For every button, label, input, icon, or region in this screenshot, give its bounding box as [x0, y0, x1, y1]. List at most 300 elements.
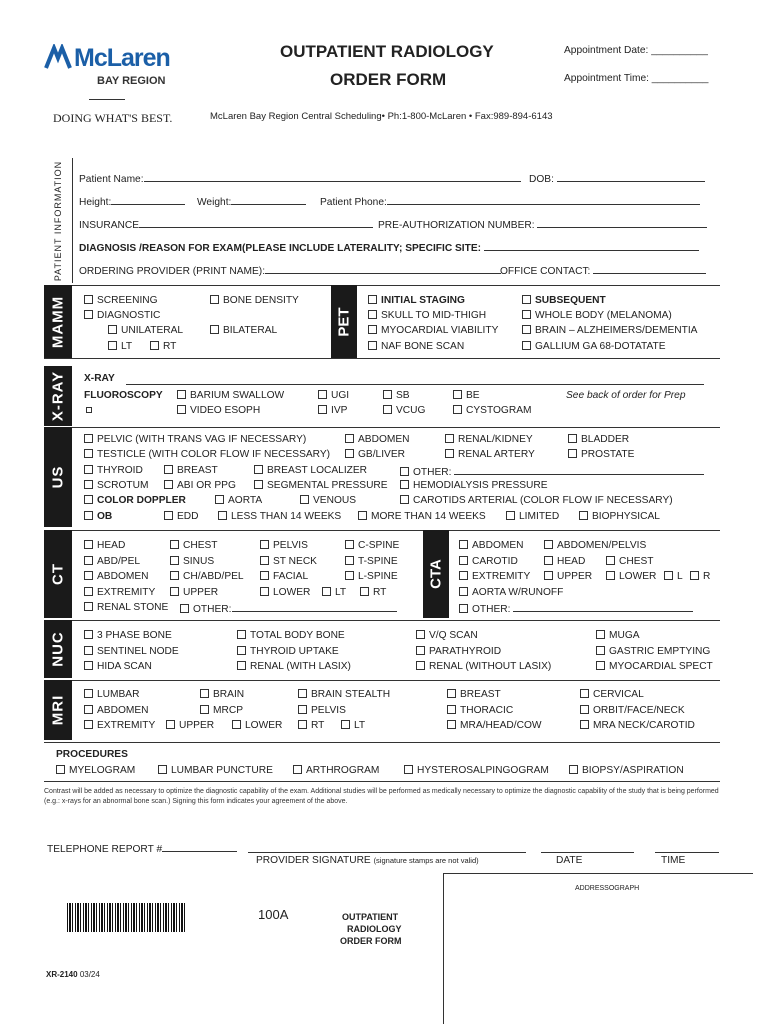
- checkbox[interactable]: [544, 540, 553, 549]
- mri-lt[interactable]: LT: [341, 720, 365, 731]
- checkbox[interactable]: [84, 720, 93, 729]
- checkbox[interactable]: [298, 689, 307, 698]
- procedures-label: PROCEDURES: [56, 749, 128, 760]
- patient-name-label: Patient Name:: [79, 174, 144, 185]
- fluoro-checkbox[interactable]: [86, 407, 92, 413]
- form-number: XR-2140 03/24: [46, 970, 100, 979]
- checkbox[interactable]: [345, 571, 354, 580]
- checkbox[interactable]: [84, 310, 93, 319]
- checkbox[interactable]: [360, 587, 369, 596]
- mri-mrcp[interactable]: MRCP: [200, 705, 243, 716]
- checkbox[interactable]: [368, 295, 377, 304]
- patient-sidebar-rule: [72, 158, 73, 283]
- logo-divider: [89, 99, 125, 100]
- logo-mark-icon: [44, 44, 74, 70]
- checkbox[interactable]: [210, 325, 219, 334]
- pet-myocardial[interactable]: MYOCARDIAL VIABILITY: [368, 325, 498, 336]
- us-abi[interactable]: ABI OR PPG: [164, 480, 236, 491]
- us-prostate[interactable]: PROSTATE: [568, 449, 634, 460]
- xray-vcug[interactable]: VCUG: [383, 405, 425, 416]
- us-sidebar: US: [44, 427, 72, 527]
- proc-hystero[interactable]: HYSTEROSALPINGOGRAM: [404, 765, 549, 776]
- addressograph-box: [443, 873, 753, 1024]
- checkbox[interactable]: [453, 390, 462, 399]
- checkbox[interactable]: [568, 434, 577, 443]
- checkbox[interactable]: [254, 480, 263, 489]
- checkbox[interactable]: [84, 540, 93, 549]
- mamm-unilateral[interactable]: UNILATERAL: [108, 325, 183, 336]
- checkbox[interactable]: [237, 661, 246, 670]
- ct-lt[interactable]: LT: [322, 587, 346, 598]
- checkbox[interactable]: [580, 705, 589, 714]
- xray-video[interactable]: VIDEO ESOPH: [177, 405, 260, 416]
- checkbox[interactable]: [84, 480, 93, 489]
- provider-row: [79, 264, 501, 277]
- height-field[interactable]: [111, 195, 185, 205]
- us-breast-localizer[interactable]: BREAST LOCALIZER: [254, 465, 367, 476]
- signature-note: (signature stamps are not valid): [373, 856, 479, 865]
- checkbox[interactable]: [368, 310, 377, 319]
- us-abdomen[interactable]: ABDOMEN: [345, 434, 410, 445]
- mamm-diagnostic[interactable]: DIAGNOSTIC: [84, 310, 160, 321]
- pet-subsequent[interactable]: SUBSEQUENT: [522, 295, 606, 306]
- us-gb-liver[interactable]: GB/LIVER: [345, 449, 405, 460]
- telephone-row: [47, 842, 237, 855]
- checkbox[interactable]: [84, 511, 93, 520]
- pet-naf[interactable]: NAF BONE SCAN: [368, 341, 464, 352]
- insurance-label: INSURANCE: [79, 220, 140, 231]
- checkbox[interactable]: [164, 465, 173, 474]
- us-renal-kidney[interactable]: RENAL/KIDNEY: [445, 434, 533, 445]
- dob-row: [529, 172, 705, 185]
- mri-stealth[interactable]: BRAIN STEALTH: [298, 689, 390, 700]
- us-testicle[interactable]: TESTICLE (WITH COLOR FLOW IF NECESSARY): [84, 449, 330, 460]
- us-aorta[interactable]: AORTA: [215, 495, 262, 506]
- checkbox[interactable]: [400, 467, 409, 476]
- proc-lumbar[interactable]: LUMBAR PUNCTURE: [158, 765, 273, 776]
- ct-abdomen[interactable]: ABDOMEN: [84, 571, 149, 582]
- footer-title-2: RADIOLOGY: [347, 924, 402, 934]
- proc-arthrogram[interactable]: ARTHROGRAM: [293, 765, 379, 776]
- divider-mamm: [44, 358, 720, 359]
- checkbox[interactable]: [459, 571, 468, 580]
- addressograph-label: ADDRESSOGRAPH: [575, 885, 640, 892]
- preauth-label: PRE-AUTHORIZATION NUMBER:: [378, 220, 535, 231]
- nuc-total-body[interactable]: TOTAL BODY BONE: [237, 630, 345, 641]
- cta-carotid[interactable]: CAROTID: [459, 556, 518, 567]
- checkbox[interactable]: [215, 495, 224, 504]
- checkbox[interactable]: [166, 720, 175, 729]
- mri-orbit[interactable]: ORBIT/FACE/NECK: [580, 705, 685, 716]
- checkbox[interactable]: [345, 449, 354, 458]
- checkbox[interactable]: [580, 720, 589, 729]
- mri-abdomen[interactable]: ABDOMEN: [84, 705, 149, 716]
- divider-us: [44, 530, 720, 531]
- contrast-note: Contrast will be added as necessary to optimize the diagnostic capability of the exam. Additional studies will be performed as medically necessary to optimize the diagnostic capability of the study that is being performed (e.g.: x-rays for an abnormal bone scan.) Signing this form indicates your agreement of the above.: [44, 788, 719, 805]
- mamm-screening[interactable]: SCREENING: [84, 295, 158, 306]
- us-limited[interactable]: LIMITED: [506, 511, 559, 522]
- insurance-row: [79, 218, 373, 231]
- ct-sinus[interactable]: SINUS: [170, 556, 214, 567]
- mamm-bone-density[interactable]: BONE DENSITY: [210, 295, 299, 306]
- time-line[interactable]: [655, 852, 719, 853]
- checkbox[interactable]: [318, 405, 327, 414]
- cta-l[interactable]: L: [664, 571, 683, 582]
- nuc-muga[interactable]: MUGA: [596, 630, 640, 641]
- mri-upper[interactable]: UPPER: [166, 720, 214, 731]
- xray-be[interactable]: BE: [453, 390, 480, 401]
- provider-field[interactable]: [265, 264, 501, 274]
- ct-upper[interactable]: UPPER: [170, 587, 218, 598]
- checkbox[interactable]: [445, 434, 454, 443]
- cta-other-field[interactable]: [513, 602, 693, 612]
- checkbox[interactable]: [150, 341, 159, 350]
- nuc-renal-lasix[interactable]: RENAL (WITH LASIX): [237, 661, 351, 672]
- mri-lumbar[interactable]: LUMBAR: [84, 689, 139, 700]
- ct-abdpel[interactable]: ABD/PEL: [84, 556, 140, 567]
- patient-info-sidebar: PATIENT INFORMATION: [44, 158, 72, 283]
- checkbox[interactable]: [180, 604, 189, 613]
- checkbox[interactable]: [322, 587, 331, 596]
- checkbox[interactable]: [84, 630, 93, 639]
- ct-rt[interactable]: RT: [360, 587, 386, 598]
- form-title-2: ORDER FORM: [330, 70, 447, 89]
- xray-ivp[interactable]: IVP: [318, 405, 347, 416]
- phone-label: Patient Phone:: [320, 197, 387, 208]
- signature-line[interactable]: [248, 852, 526, 853]
- checkbox[interactable]: [459, 587, 468, 596]
- us-other-field[interactable]: [454, 465, 704, 475]
- patient-name-field[interactable]: [144, 172, 521, 182]
- checkbox[interactable]: [170, 540, 179, 549]
- checkbox[interactable]: [416, 630, 425, 639]
- nuc-parathyroid[interactable]: PARATHYROID: [416, 646, 501, 657]
- checkbox[interactable]: [568, 449, 577, 458]
- appointment-time: Appointment Time: __________: [564, 73, 709, 84]
- checkbox[interactable]: [383, 405, 392, 414]
- office-field[interactable]: [593, 264, 706, 274]
- ct-other-field[interactable]: [232, 602, 397, 612]
- us-less14[interactable]: LESS THAN 14 WEEKS: [218, 511, 341, 522]
- checkbox[interactable]: [210, 295, 219, 304]
- us-color-doppler[interactable]: COLOR DOPPLER: [84, 495, 186, 506]
- checkbox[interactable]: [84, 465, 93, 474]
- mamm-lt[interactable]: LT: [108, 341, 132, 352]
- checkbox[interactable]: [293, 765, 302, 774]
- phone-row: [320, 195, 700, 208]
- checkbox[interactable]: [108, 325, 117, 334]
- barcode: [67, 903, 185, 932]
- xray-ugi[interactable]: UGI: [318, 390, 349, 401]
- checkbox[interactable]: [158, 765, 167, 774]
- mri-rt[interactable]: RT: [298, 720, 324, 731]
- checkbox[interactable]: [383, 390, 392, 399]
- see-back-note: See back of order for Prep: [566, 390, 686, 401]
- checkbox[interactable]: [200, 689, 209, 698]
- checkbox[interactable]: [664, 571, 673, 580]
- cta-upper[interactable]: UPPER: [544, 571, 592, 582]
- mamm-bilateral[interactable]: BILATERAL: [210, 325, 277, 336]
- dob-field[interactable]: [557, 172, 705, 182]
- checkbox[interactable]: [170, 587, 179, 596]
- checkbox[interactable]: [254, 465, 263, 474]
- checkbox[interactable]: [237, 630, 246, 639]
- us-edd[interactable]: EDD: [164, 511, 199, 522]
- checkbox[interactable]: [416, 661, 425, 670]
- checkbox[interactable]: [232, 720, 241, 729]
- xray-field[interactable]: [126, 384, 704, 385]
- cta-abdpel[interactable]: ABDOMEN/PELVIS: [544, 540, 646, 551]
- checkbox[interactable]: [544, 571, 553, 580]
- checkbox[interactable]: [606, 571, 615, 580]
- date-label: DATE: [556, 855, 583, 866]
- height-row: [79, 195, 185, 208]
- checkbox[interactable]: [260, 571, 269, 580]
- checkbox[interactable]: [368, 325, 377, 334]
- cta-head[interactable]: HEAD: [544, 556, 585, 567]
- logo-text: McLaren: [74, 44, 170, 72]
- us-hemodialysis[interactable]: HEMODIALYSIS PRESSURE: [400, 480, 548, 491]
- checkbox[interactable]: [177, 390, 186, 399]
- ct-facial[interactable]: FACIAL: [260, 571, 308, 582]
- checkbox[interactable]: [368, 341, 377, 350]
- ct-extremity[interactable]: EXTREMITY: [84, 587, 155, 598]
- checkbox[interactable]: [453, 405, 462, 414]
- mri-breast[interactable]: BREAST: [447, 689, 501, 700]
- nuc-gastric[interactable]: GASTRIC EMPTYING: [596, 646, 710, 657]
- checkbox[interactable]: [318, 390, 327, 399]
- xray-sidebar: X-RAY: [44, 366, 72, 426]
- mri-brain[interactable]: BRAIN: [200, 689, 244, 700]
- checkbox[interactable]: [459, 540, 468, 549]
- checkbox[interactable]: [522, 295, 531, 304]
- us-ob[interactable]: OB: [84, 511, 112, 522]
- nuc-sentinel[interactable]: SENTINEL NODE: [84, 646, 179, 657]
- nuc-sidebar: NUC: [44, 620, 72, 678]
- checkbox[interactable]: [260, 587, 269, 596]
- pet-gallium[interactable]: GALLIUM GA 68-DOTATATE: [522, 341, 666, 352]
- fluoroscopy-label: FLUOROSCOPY: [84, 390, 163, 401]
- xray-cystogram[interactable]: CYSTOGRAM: [453, 405, 531, 416]
- nuc-renal-no-lasix[interactable]: RENAL (WITHOUT LASIX): [416, 661, 551, 672]
- us-pelvic[interactable]: PELVIC (WITH TRANS VAG IF NECESSARY): [84, 434, 306, 445]
- checkbox[interactable]: [237, 646, 246, 655]
- dob-label: DOB:: [529, 174, 554, 185]
- ct-stneck[interactable]: ST NECK: [260, 556, 317, 567]
- divider-patient: [44, 285, 720, 286]
- checkbox[interactable]: [690, 571, 699, 580]
- pet-whole-body[interactable]: WHOLE BODY (MELANOMA): [522, 310, 672, 321]
- mri-mra-head[interactable]: MRA/HEAD/COW: [447, 720, 542, 731]
- checkbox[interactable]: [345, 540, 354, 549]
- mri-thoracic[interactable]: THORACIC: [447, 705, 513, 716]
- us-segmental[interactable]: SEGMENTAL PRESSURE: [254, 480, 388, 491]
- checkbox[interactable]: [580, 689, 589, 698]
- checkbox[interactable]: [84, 571, 93, 580]
- checkbox[interactable]: [260, 540, 269, 549]
- scheduling-line: McLaren Bay Region Central Scheduling• Ph:1-800-McLaren • Fax:989-894-6143: [210, 111, 553, 122]
- divider-nuc: [44, 680, 720, 681]
- mri-cervical[interactable]: CERVICAL: [580, 689, 644, 700]
- checkbox[interactable]: [298, 705, 307, 714]
- checkbox[interactable]: [84, 661, 93, 670]
- checkbox[interactable]: [170, 571, 179, 580]
- checkbox[interactable]: [84, 602, 93, 611]
- cta-abdomen[interactable]: ABDOMEN: [459, 540, 524, 551]
- checkbox[interactable]: [170, 556, 179, 565]
- weight-row: [197, 195, 306, 208]
- checkbox[interactable]: [606, 556, 615, 565]
- checkbox[interactable]: [84, 495, 93, 504]
- nuc-vq[interactable]: V/Q SCAN: [416, 630, 478, 641]
- weight-label: Weight:: [197, 197, 232, 208]
- ct-sidebar: CT: [44, 530, 72, 618]
- tagline: DOING WHAT'S BEST.: [53, 111, 173, 125]
- xray-label: X-RAY: [84, 373, 115, 384]
- ct-pelvis[interactable]: PELVIS: [260, 540, 308, 551]
- checkbox[interactable]: [84, 449, 93, 458]
- divider-xray: [44, 427, 720, 428]
- nuc-hida[interactable]: HIDA SCAN: [84, 661, 152, 672]
- checkbox[interactable]: [341, 720, 350, 729]
- checkbox[interactable]: [345, 434, 354, 443]
- checkbox[interactable]: [56, 765, 65, 774]
- mri-lower[interactable]: LOWER: [232, 720, 282, 731]
- ct-chest[interactable]: CHEST: [170, 540, 218, 551]
- preauth-field[interactable]: [537, 218, 707, 228]
- patient-name-row: [79, 172, 521, 185]
- checkbox[interactable]: [445, 449, 454, 458]
- checkbox[interactable]: [522, 325, 531, 334]
- checkbox[interactable]: [447, 720, 456, 729]
- xray-sb[interactable]: SB: [383, 390, 410, 401]
- checkbox[interactable]: [84, 689, 93, 698]
- us-scrotum[interactable]: SCROTUM: [84, 480, 149, 491]
- appointment-date: Appointment Date: __________: [564, 45, 708, 56]
- checkbox[interactable]: [218, 511, 227, 520]
- cta-aorta[interactable]: AORTA W/RUNOFF: [459, 587, 563, 598]
- checkbox[interactable]: [596, 661, 605, 670]
- checkbox[interactable]: [260, 556, 269, 565]
- checkbox[interactable]: [84, 646, 93, 655]
- us-bladder[interactable]: BLADDER: [568, 434, 629, 445]
- checkbox[interactable]: [84, 295, 93, 304]
- checkbox[interactable]: [164, 480, 173, 489]
- checkbox[interactable]: [84, 434, 93, 443]
- insurance-field[interactable]: [139, 218, 373, 228]
- checkbox[interactable]: [400, 480, 409, 489]
- us-other[interactable]: OTHER:: [400, 465, 704, 478]
- mri-extremity[interactable]: EXTREMITY: [84, 720, 155, 731]
- checkbox[interactable]: [522, 310, 531, 319]
- weight-field[interactable]: [231, 195, 306, 205]
- cta-extremity[interactable]: EXTREMITY: [459, 571, 530, 582]
- checkbox[interactable]: [177, 405, 186, 414]
- ct-head[interactable]: HEAD: [84, 540, 125, 551]
- nuc-thyroid[interactable]: THYROID UPTAKE: [237, 646, 339, 657]
- cta-lower[interactable]: LOWER: [606, 571, 656, 582]
- diagnosis-field[interactable]: [484, 241, 699, 251]
- office-label: OFFICE CONTACT:: [500, 266, 591, 277]
- pet-skull[interactable]: SKULL TO MID-THIGH: [368, 310, 486, 321]
- time-label: TIME: [661, 855, 686, 866]
- proc-myelogram[interactable]: MYELOGRAM: [56, 765, 135, 776]
- us-thyroid[interactable]: THYROID: [84, 465, 143, 476]
- checkbox[interactable]: [579, 511, 588, 520]
- us-more14[interactable]: MORE THAN 14 WEEKS: [358, 511, 486, 522]
- diagnosis-label: DIAGNOSIS /REASON FOR EXAM(PLEASE INCLUDE LATERALITY; SPECIFIC SITE:: [79, 243, 482, 254]
- checkbox[interactable]: [544, 556, 553, 565]
- checkbox[interactable]: [522, 341, 531, 350]
- form-code: 100A: [258, 907, 289, 922]
- pet-initial[interactable]: INITIAL STAGING: [368, 295, 465, 306]
- checkbox[interactable]: [345, 556, 354, 565]
- footer-title-1: OUTPATIENT: [342, 912, 399, 922]
- checkbox[interactable]: [447, 705, 456, 714]
- checkbox[interactable]: [358, 511, 367, 520]
- cta-r[interactable]: R: [690, 571, 710, 582]
- divider-mri: [44, 742, 720, 743]
- cta-chest[interactable]: CHEST: [606, 556, 654, 567]
- mamm-rt[interactable]: RT: [150, 341, 176, 352]
- mri-pelvis[interactable]: PELVIS: [298, 705, 346, 716]
- mri-mra-neck[interactable]: MRA NECK/CAROTID: [580, 720, 695, 731]
- checkbox[interactable]: [404, 765, 413, 774]
- checkbox[interactable]: [84, 587, 93, 596]
- checkbox[interactable]: [84, 556, 93, 565]
- checkbox[interactable]: [300, 495, 309, 504]
- checkbox[interactable]: [416, 646, 425, 655]
- cta-sidebar: CTA: [423, 530, 449, 618]
- cta-other[interactable]: OTHER:: [459, 602, 693, 615]
- us-biophysical[interactable]: BIOPHYSICAL: [579, 511, 660, 522]
- checkbox[interactable]: [447, 689, 456, 698]
- checkbox[interactable]: [108, 341, 117, 350]
- ct-other[interactable]: OTHER:: [180, 602, 397, 615]
- us-venous[interactable]: VENOUS: [300, 495, 356, 506]
- checkbox[interactable]: [459, 556, 468, 565]
- proc-biopsy[interactable]: BIOPSY/ASPIRATION: [569, 765, 684, 776]
- pet-brain[interactable]: BRAIN – ALZHEIMERS/DEMENTIA: [522, 325, 697, 336]
- nuc-3phase[interactable]: 3 PHASE BONE: [84, 630, 172, 641]
- ct-lspine[interactable]: L-SPINE: [345, 571, 398, 582]
- ct-chabdpel[interactable]: CH/ABD/PEL: [170, 571, 244, 582]
- checkbox[interactable]: [596, 630, 605, 639]
- ct-cspine[interactable]: C-SPINE: [345, 540, 399, 551]
- us-renal-artery[interactable]: RENAL ARTERY: [445, 449, 535, 460]
- nuc-myocardial[interactable]: MYOCARDIAL SPECT: [596, 661, 713, 672]
- telephone-field[interactable]: [162, 842, 237, 852]
- checkbox[interactable]: [459, 604, 468, 613]
- checkbox[interactable]: [400, 495, 409, 504]
- checkbox[interactable]: [84, 705, 93, 714]
- xray-barium[interactable]: BARIUM SWALLOW: [177, 390, 284, 401]
- us-carotid[interactable]: CAROTIDS ARTERIAL (COLOR FLOW IF NECESSARY): [400, 495, 673, 506]
- checkbox[interactable]: [164, 511, 173, 520]
- checkbox[interactable]: [596, 646, 605, 655]
- signature-label: PROVIDER SIGNATURE (signature stamps are not valid): [256, 855, 479, 866]
- phone-field[interactable]: [387, 195, 700, 205]
- checkbox[interactable]: [298, 720, 307, 729]
- checkbox[interactable]: [506, 511, 515, 520]
- ct-tspine[interactable]: T-SPINE: [345, 556, 398, 567]
- date-line[interactable]: [541, 852, 634, 853]
- checkbox[interactable]: [569, 765, 578, 774]
- ct-lower[interactable]: LOWER: [260, 587, 310, 598]
- checkbox[interactable]: [200, 705, 209, 714]
- ct-renal-stone[interactable]: RENAL STONE: [84, 602, 168, 613]
- us-breast[interactable]: BREAST: [164, 465, 218, 476]
